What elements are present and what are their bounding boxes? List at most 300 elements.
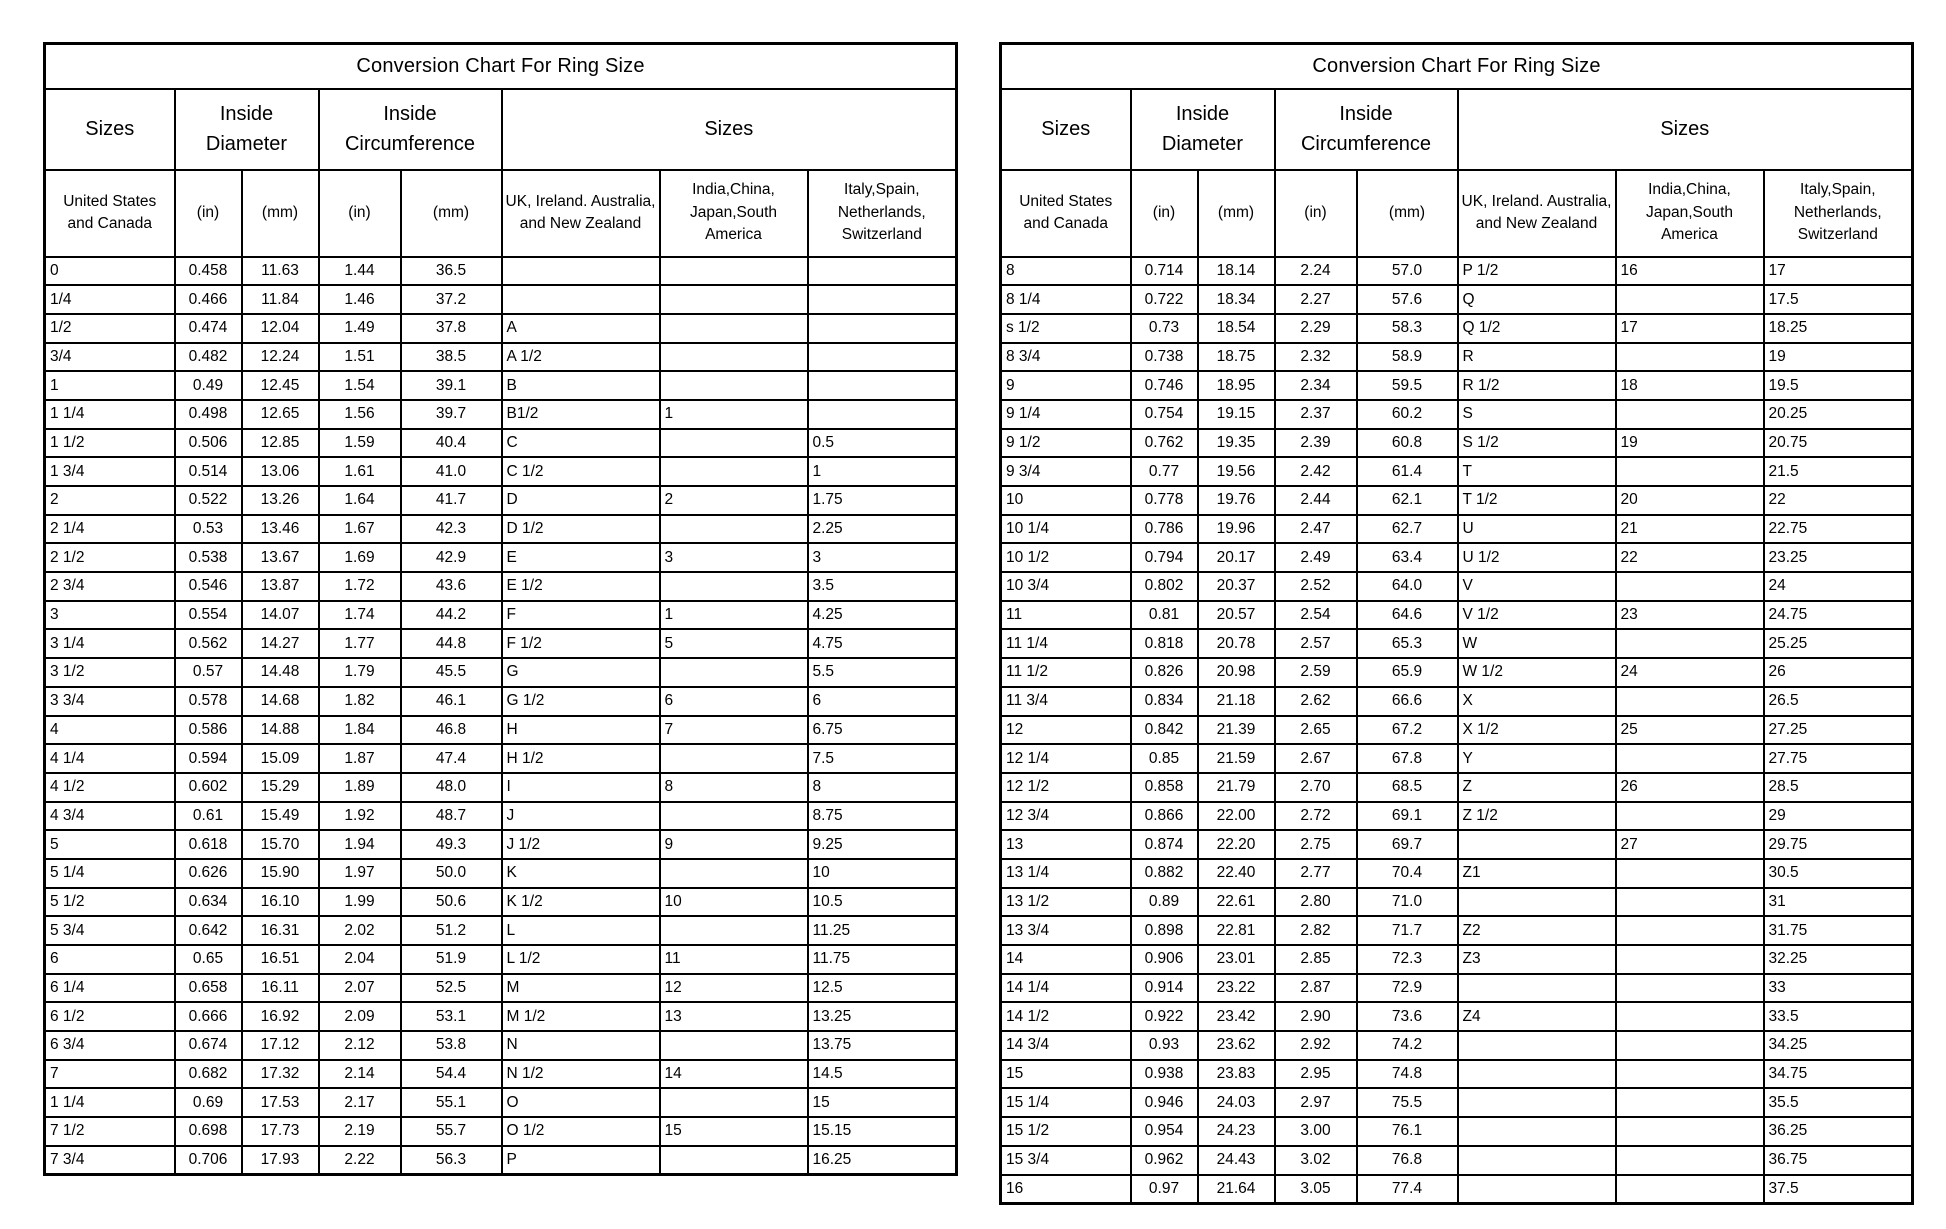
circumference-in-cell: 2.14: [319, 1060, 401, 1089]
italy-size-cell: 12.5: [808, 974, 957, 1003]
circumference-mm-cell: 39.1: [401, 371, 502, 400]
diameter-in-cell: 0.786: [1131, 515, 1198, 544]
uk-size-cell: S: [1458, 400, 1616, 429]
india-size-cell: 20: [1616, 486, 1764, 515]
diameter-in-cell: 0.482: [175, 343, 242, 372]
uk-size-cell: W 1/2: [1458, 658, 1616, 687]
diameter-in-cell: 0.642: [175, 916, 242, 945]
us-size-cell: 9: [1001, 371, 1131, 400]
uk-size-cell: H: [502, 716, 660, 745]
circumference-in-cell: 2.75: [1275, 830, 1357, 859]
circumference-in-cell: 2.09: [319, 1002, 401, 1031]
header-diameter-in: (in): [175, 170, 242, 257]
diameter-in-cell: 0.602: [175, 773, 242, 802]
circumference-mm-cell: 62.1: [1357, 486, 1458, 515]
diameter-mm-cell: 23.01: [1198, 945, 1275, 974]
header-uk-ireland: UK, Ireland. Australia, and New Zealand: [502, 170, 660, 257]
uk-size-cell: [1458, 830, 1616, 859]
india-size-cell: [660, 916, 808, 945]
us-size-cell: 2 1/4: [45, 515, 175, 544]
uk-size-cell: [1458, 974, 1616, 1003]
us-size-cell: 1 1/4: [45, 400, 175, 429]
india-size-cell: [1616, 1002, 1764, 1031]
diameter-mm-cell: 18.95: [1198, 371, 1275, 400]
india-size-cell: [1616, 744, 1764, 773]
diameter-in-cell: 0.498: [175, 400, 242, 429]
india-size-cell: 10: [660, 888, 808, 917]
circumference-mm-cell: 42.9: [401, 543, 502, 572]
circumference-mm-cell: 41.7: [401, 486, 502, 515]
group-header-row: [45, 89, 957, 170]
diameter-mm-cell: 22.40: [1198, 859, 1275, 888]
circumference-in-cell: 1.61: [319, 457, 401, 486]
circumference-mm-cell: 57.6: [1357, 285, 1458, 314]
circumference-mm-cell: 46.8: [401, 716, 502, 745]
india-size-cell: [1616, 687, 1764, 716]
diameter-mm-cell: 14.88: [242, 716, 319, 745]
table-row: [45, 974, 957, 1003]
us-size-cell: 9 3/4: [1001, 457, 1131, 486]
table-row: [1001, 1175, 1913, 1204]
circumference-in-cell: 1.77: [319, 629, 401, 658]
table-row: [1001, 285, 1913, 314]
us-size-cell: 3 3/4: [45, 687, 175, 716]
diameter-mm-cell: 15.90: [242, 859, 319, 888]
circumference-mm-cell: 75.5: [1357, 1088, 1458, 1117]
circumference-in-cell: 2.17: [319, 1088, 401, 1117]
uk-size-cell: Z: [1458, 773, 1616, 802]
india-size-cell: 21: [1616, 515, 1764, 544]
table-row: [45, 1117, 957, 1146]
italy-size-cell: 29.75: [1764, 830, 1913, 859]
diameter-in-cell: 0.802: [1131, 572, 1198, 601]
italy-size-cell: 11.75: [808, 945, 957, 974]
india-size-cell: [1616, 1117, 1764, 1146]
diameter-in-cell: 0.634: [175, 888, 242, 917]
india-size-cell: [1616, 629, 1764, 658]
diameter-mm-cell: 16.92: [242, 1002, 319, 1031]
us-size-cell: 10 3/4: [1001, 572, 1131, 601]
italy-size-cell: 7.5: [808, 744, 957, 773]
diameter-mm-cell: 15.49: [242, 802, 319, 831]
india-size-cell: [660, 744, 808, 773]
diameter-mm-cell: 12.24: [242, 343, 319, 372]
india-size-cell: [660, 658, 808, 687]
italy-size-cell: 24: [1764, 572, 1913, 601]
us-size-cell: 2: [45, 486, 175, 515]
group-header-row: [1001, 89, 1913, 170]
table-row: [45, 773, 957, 802]
table-row: [45, 1088, 957, 1117]
india-size-cell: [1616, 1175, 1764, 1204]
india-size-cell: [660, 343, 808, 372]
diameter-in-cell: 0.554: [175, 601, 242, 630]
us-size-cell: 4 1/4: [45, 744, 175, 773]
italy-size-cell: 16.25: [808, 1146, 957, 1175]
india-size-cell: 11: [660, 945, 808, 974]
diameter-mm-cell: 14.68: [242, 687, 319, 716]
uk-size-cell: F 1/2: [502, 629, 660, 658]
circumference-in-cell: 2.72: [1275, 802, 1357, 831]
italy-size-cell: 34.25: [1764, 1031, 1913, 1060]
diameter-in-cell: 0.85: [1131, 744, 1198, 773]
italy-size-cell: [808, 314, 957, 343]
diameter-mm-cell: 16.11: [242, 974, 319, 1003]
diameter-in-cell: 0.914: [1131, 974, 1198, 1003]
us-size-cell: 12: [1001, 716, 1131, 745]
table-row: [45, 1060, 957, 1089]
italy-size-cell: 14.5: [808, 1060, 957, 1089]
conversion-table: [43, 42, 958, 1176]
header-diameter-mm: (mm): [1198, 170, 1275, 257]
diameter-mm-cell: 23.83: [1198, 1060, 1275, 1089]
diameter-in-cell: 0.626: [175, 859, 242, 888]
us-size-cell: 12 3/4: [1001, 802, 1131, 831]
circumference-mm-cell: 76.8: [1357, 1146, 1458, 1175]
india-size-cell: [660, 285, 808, 314]
circumference-in-cell: 1.44: [319, 257, 401, 286]
uk-size-cell: Z3: [1458, 945, 1616, 974]
us-size-cell: 15 3/4: [1001, 1146, 1131, 1175]
table-body: [45, 257, 957, 1175]
diameter-mm-cell: 14.07: [242, 601, 319, 630]
diameter-mm-cell: 11.63: [242, 257, 319, 286]
diameter-in-cell: 0.698: [175, 1117, 242, 1146]
diameter-in-cell: 0.618: [175, 830, 242, 859]
diameter-in-cell: 0.866: [1131, 802, 1198, 831]
table-row: [45, 572, 957, 601]
india-size-cell: 27: [1616, 830, 1764, 859]
circumference-in-cell: 3.05: [1275, 1175, 1357, 1204]
uk-size-cell: R: [1458, 343, 1616, 372]
italy-size-cell: 34.75: [1764, 1060, 1913, 1089]
diameter-mm-cell: 19.56: [1198, 457, 1275, 486]
india-size-cell: [660, 457, 808, 486]
uk-size-cell: H 1/2: [502, 744, 660, 773]
diameter-in-cell: 0.834: [1131, 687, 1198, 716]
uk-size-cell: K: [502, 859, 660, 888]
diameter-in-cell: 0.97: [1131, 1175, 1198, 1204]
us-size-cell: 12 1/2: [1001, 773, 1131, 802]
diameter-mm-cell: 18.14: [1198, 257, 1275, 286]
india-size-cell: 7: [660, 716, 808, 745]
ring-size-table-right: [999, 42, 1914, 1205]
table-row: [1001, 802, 1913, 831]
italy-size-cell: 31: [1764, 888, 1913, 917]
circumference-mm-cell: 74.2: [1357, 1031, 1458, 1060]
us-size-cell: 1/2: [45, 314, 175, 343]
conversion-table: [999, 42, 1914, 1205]
diameter-mm-cell: 13.67: [242, 543, 319, 572]
diameter-mm-cell: 11.84: [242, 285, 319, 314]
diameter-mm-cell: 18.75: [1198, 343, 1275, 372]
italy-size-cell: 15.15: [808, 1117, 957, 1146]
us-size-cell: 16: [1001, 1175, 1131, 1204]
circumference-mm-cell: 40.4: [401, 429, 502, 458]
diameter-mm-cell: 21.18: [1198, 687, 1275, 716]
circumference-mm-cell: 72.3: [1357, 945, 1458, 974]
india-size-cell: [1616, 1031, 1764, 1060]
italy-size-cell: [808, 400, 957, 429]
circumference-mm-cell: 55.1: [401, 1088, 502, 1117]
circumference-mm-cell: 37.2: [401, 285, 502, 314]
diameter-mm-cell: 12.65: [242, 400, 319, 429]
table-row: [1001, 257, 1913, 286]
italy-size-cell: 36.25: [1764, 1117, 1913, 1146]
circumference-mm-cell: 53.8: [401, 1031, 502, 1060]
us-size-cell: 13: [1001, 830, 1131, 859]
india-size-cell: [660, 257, 808, 286]
us-size-cell: 3: [45, 601, 175, 630]
circumference-in-cell: 2.90: [1275, 1002, 1357, 1031]
circumference-mm-cell: 66.6: [1357, 687, 1458, 716]
italy-size-cell: [808, 257, 957, 286]
diameter-in-cell: 0.874: [1131, 830, 1198, 859]
table-row: [45, 515, 957, 544]
diameter-mm-cell: 21.79: [1198, 773, 1275, 802]
header-circumference-mm: (mm): [401, 170, 502, 257]
table-row: [45, 429, 957, 458]
circumference-in-cell: 1.92: [319, 802, 401, 831]
circumference-in-cell: 2.44: [1275, 486, 1357, 515]
circumference-mm-cell: 52.5: [401, 974, 502, 1003]
diameter-mm-cell: 22.61: [1198, 888, 1275, 917]
circumference-in-cell: 2.62: [1275, 687, 1357, 716]
italy-size-cell: 26: [1764, 658, 1913, 687]
italy-size-cell: 19: [1764, 343, 1913, 372]
circumference-mm-cell: 60.8: [1357, 429, 1458, 458]
us-size-cell: 6 1/2: [45, 1002, 175, 1031]
uk-size-cell: L: [502, 916, 660, 945]
us-size-cell: 3 1/2: [45, 658, 175, 687]
circumference-mm-cell: 61.4: [1357, 457, 1458, 486]
us-size-cell: 13 1/4: [1001, 859, 1131, 888]
table-row: [45, 658, 957, 687]
italy-size-cell: 2.25: [808, 515, 957, 544]
circumference-in-cell: 2.65: [1275, 716, 1357, 745]
uk-size-cell: [1458, 1031, 1616, 1060]
header-diameter-mm: (mm): [242, 170, 319, 257]
italy-size-cell: 9.25: [808, 830, 957, 859]
circumference-in-cell: 1.99: [319, 888, 401, 917]
group-header-sizes: Sizes: [1001, 89, 1131, 170]
table-row: [45, 457, 957, 486]
diameter-mm-cell: 13.87: [242, 572, 319, 601]
diameter-in-cell: 0.73: [1131, 314, 1198, 343]
table-row: [1001, 572, 1913, 601]
diameter-mm-cell: 20.17: [1198, 543, 1275, 572]
us-size-cell: 11 3/4: [1001, 687, 1131, 716]
us-size-cell: 7: [45, 1060, 175, 1089]
group-header-inside-circumference: Inside Circumference: [1275, 89, 1458, 170]
circumference-in-cell: 2.92: [1275, 1031, 1357, 1060]
diameter-in-cell: 0.922: [1131, 1002, 1198, 1031]
circumference-in-cell: 1.59: [319, 429, 401, 458]
india-size-cell: [660, 1031, 808, 1060]
diameter-mm-cell: 19.76: [1198, 486, 1275, 515]
italy-size-cell: 10: [808, 859, 957, 888]
us-size-cell: 14: [1001, 945, 1131, 974]
india-size-cell: [1616, 400, 1764, 429]
circumference-mm-cell: 49.3: [401, 830, 502, 859]
diameter-mm-cell: 14.48: [242, 658, 319, 687]
circumference-mm-cell: 37.8: [401, 314, 502, 343]
diameter-in-cell: 0.594: [175, 744, 242, 773]
circumference-mm-cell: 41.0: [401, 457, 502, 486]
group-header-inside-diameter: Inside Diameter: [1131, 89, 1275, 170]
header-us-canada: United States and Canada: [1001, 170, 1131, 257]
italy-size-cell: 20.75: [1764, 429, 1913, 458]
table-row: [1001, 830, 1913, 859]
table-row: [45, 257, 957, 286]
uk-size-cell: Q: [1458, 285, 1616, 314]
uk-size-cell: Y: [1458, 744, 1616, 773]
circumference-in-cell: 2.42: [1275, 457, 1357, 486]
us-size-cell: 1 3/4: [45, 457, 175, 486]
italy-size-cell: [808, 343, 957, 372]
us-size-cell: 1/4: [45, 285, 175, 314]
circumference-mm-cell: 69.7: [1357, 830, 1458, 859]
table-row: [45, 888, 957, 917]
india-size-cell: [1616, 859, 1764, 888]
circumference-in-cell: 2.32: [1275, 343, 1357, 372]
diameter-mm-cell: 15.29: [242, 773, 319, 802]
circumference-in-cell: 2.47: [1275, 515, 1357, 544]
italy-size-cell: 1: [808, 457, 957, 486]
us-size-cell: 15 1/4: [1001, 1088, 1131, 1117]
diameter-mm-cell: 17.12: [242, 1031, 319, 1060]
diameter-mm-cell: 21.64: [1198, 1175, 1275, 1204]
diameter-mm-cell: 15.70: [242, 830, 319, 859]
us-size-cell: 9 1/4: [1001, 400, 1131, 429]
uk-size-cell: R 1/2: [1458, 371, 1616, 400]
title-row: [1001, 44, 1913, 89]
diameter-mm-cell: 18.54: [1198, 314, 1275, 343]
italy-size-cell: 27.75: [1764, 744, 1913, 773]
uk-size-cell: C 1/2: [502, 457, 660, 486]
circumference-in-cell: 2.95: [1275, 1060, 1357, 1089]
diameter-in-cell: 0.738: [1131, 343, 1198, 372]
circumference-mm-cell: 71.7: [1357, 916, 1458, 945]
circumference-in-cell: 2.27: [1275, 285, 1357, 314]
circumference-in-cell: 2.59: [1275, 658, 1357, 687]
diameter-mm-cell: 23.42: [1198, 1002, 1275, 1031]
diameter-in-cell: 0.658: [175, 974, 242, 1003]
diameter-in-cell: 0.61: [175, 802, 242, 831]
diameter-mm-cell: 22.81: [1198, 916, 1275, 945]
italy-size-cell: 17.5: [1764, 285, 1913, 314]
table-row: [1001, 1146, 1913, 1175]
uk-size-cell: G 1/2: [502, 687, 660, 716]
header-uk-ireland: UK, Ireland. Australia, and New Zealand: [1458, 170, 1616, 257]
diameter-mm-cell: 16.10: [242, 888, 319, 917]
diameter-mm-cell: 20.57: [1198, 601, 1275, 630]
italy-size-cell: 19.5: [1764, 371, 1913, 400]
table-row: [1001, 1088, 1913, 1117]
us-size-cell: 15: [1001, 1060, 1131, 1089]
diameter-in-cell: 0.858: [1131, 773, 1198, 802]
us-size-cell: 11: [1001, 601, 1131, 630]
table-title: Conversion Chart For Ring Size: [45, 44, 957, 89]
uk-size-cell: W: [1458, 629, 1616, 658]
table-row: [1001, 888, 1913, 917]
india-size-cell: 22: [1616, 543, 1764, 572]
table-row: [45, 716, 957, 745]
diameter-mm-cell: 17.32: [242, 1060, 319, 1089]
diameter-in-cell: 0.962: [1131, 1146, 1198, 1175]
circumference-in-cell: 2.02: [319, 916, 401, 945]
india-size-cell: 15: [660, 1117, 808, 1146]
circumference-in-cell: 2.82: [1275, 916, 1357, 945]
diameter-mm-cell: 22.20: [1198, 830, 1275, 859]
table-row: [45, 1002, 957, 1031]
india-size-cell: [660, 314, 808, 343]
circumference-in-cell: 1.46: [319, 285, 401, 314]
italy-size-cell: 28.5: [1764, 773, 1913, 802]
circumference-in-cell: 2.54: [1275, 601, 1357, 630]
italy-size-cell: 0.5: [808, 429, 957, 458]
italy-size-cell: 29: [1764, 802, 1913, 831]
circumference-mm-cell: 56.3: [401, 1146, 502, 1175]
circumference-mm-cell: 57.0: [1357, 257, 1458, 286]
diameter-mm-cell: 17.93: [242, 1146, 319, 1175]
uk-size-cell: J 1/2: [502, 830, 660, 859]
diameter-mm-cell: 17.73: [242, 1117, 319, 1146]
diameter-in-cell: 0.794: [1131, 543, 1198, 572]
circumference-in-cell: 2.85: [1275, 945, 1357, 974]
us-size-cell: 1 1/4: [45, 1088, 175, 1117]
uk-size-cell: [1458, 1088, 1616, 1117]
diameter-in-cell: 0.906: [1131, 945, 1198, 974]
us-size-cell: 11 1/2: [1001, 658, 1131, 687]
table-row: [45, 744, 957, 773]
us-size-cell: 3/4: [45, 343, 175, 372]
diameter-in-cell: 0.762: [1131, 429, 1198, 458]
us-size-cell: s 1/2: [1001, 314, 1131, 343]
circumference-mm-cell: 39.7: [401, 400, 502, 429]
diameter-in-cell: 0.53: [175, 515, 242, 544]
uk-size-cell: [502, 257, 660, 286]
us-size-cell: 2 1/2: [45, 543, 175, 572]
diameter-in-cell: 0.506: [175, 429, 242, 458]
italy-size-cell: 13.75: [808, 1031, 957, 1060]
diameter-mm-cell: 15.09: [242, 744, 319, 773]
diameter-in-cell: 0.946: [1131, 1088, 1198, 1117]
italy-size-cell: 22: [1764, 486, 1913, 515]
uk-size-cell: Z2: [1458, 916, 1616, 945]
uk-size-cell: [502, 285, 660, 314]
diameter-mm-cell: 12.04: [242, 314, 319, 343]
table-row: [1001, 716, 1913, 745]
table-row: [1001, 1031, 1913, 1060]
us-size-cell: 14 3/4: [1001, 1031, 1131, 1060]
header-italy-spain: Italy,Spain, Netherlands, Switzerland: [1764, 170, 1913, 257]
table-row: [1001, 515, 1913, 544]
diameter-in-cell: 0.522: [175, 486, 242, 515]
us-size-cell: 8: [1001, 257, 1131, 286]
us-size-cell: 6: [45, 945, 175, 974]
table-title: Conversion Chart For Ring Size: [1001, 44, 1913, 89]
italy-size-cell: 3: [808, 543, 957, 572]
circumference-mm-cell: 67.8: [1357, 744, 1458, 773]
header-india-china: India,China, Japan,South America: [660, 170, 808, 257]
india-size-cell: [1616, 888, 1764, 917]
uk-size-cell: O: [502, 1088, 660, 1117]
us-size-cell: 14 1/2: [1001, 1002, 1131, 1031]
circumference-in-cell: 2.29: [1275, 314, 1357, 343]
diameter-in-cell: 0.714: [1131, 257, 1198, 286]
circumference-in-cell: 2.77: [1275, 859, 1357, 888]
